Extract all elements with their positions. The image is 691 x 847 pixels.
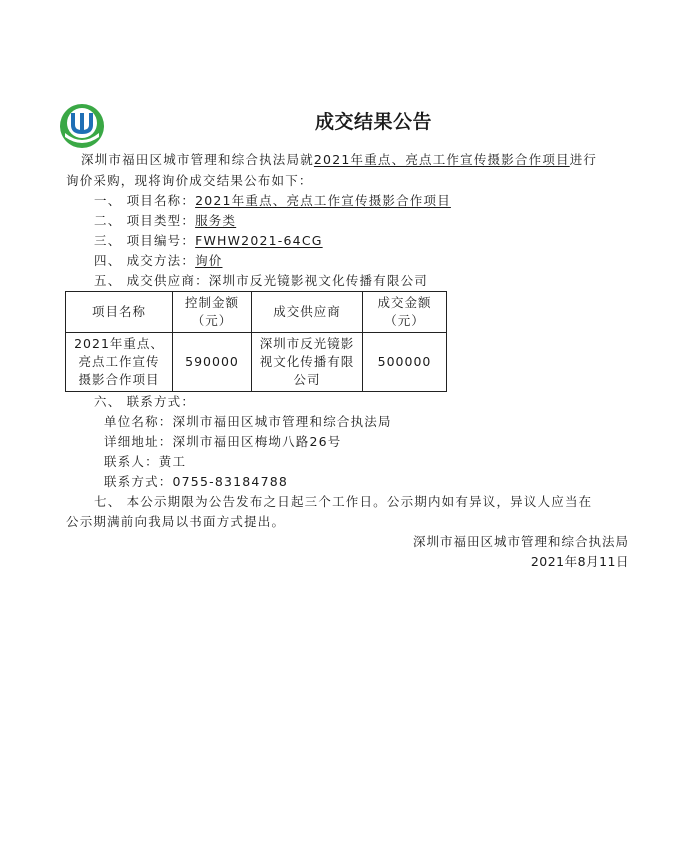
item-value: 深圳市反光镜影视文化传播有限公司 (208, 273, 428, 288)
result-table (65, 291, 447, 392)
header-cell: 成交供应商 (252, 292, 363, 333)
intro-text: 深圳市福田区城市管理和综合执法局就 (81, 152, 314, 167)
notice-line-1: 七、 本公示期限为公告发布之日起三个工作日。公示期内如有异议，异议人应当在 (94, 494, 593, 509)
item-value: 2021年重点、亮点工作宣传摄影合作项目 (195, 193, 451, 208)
contact-person: 联系人：黄工 (104, 454, 187, 469)
item-label: 一、 项目名称： (94, 193, 196, 208)
item-deal-method (94, 252, 222, 270)
header-cell: 项目名称 (66, 292, 173, 333)
signature-date: 2021年8月11日 (530, 554, 629, 569)
header-cell: 成交金额 （元） (363, 292, 447, 333)
item-supplier (94, 272, 428, 290)
intro-project-name: 2021年重点、亮点工作宣传摄影合作项目 (313, 152, 570, 167)
item-label: 五、 成交供应商： (94, 273, 209, 288)
intro-line-1 (81, 151, 597, 169)
contact-unit: 单位名称：深圳市福田区城市管理和综合执法局 (104, 414, 392, 429)
header-cell: 控制金额 （元） (173, 292, 252, 333)
contact-heading: 六、 联系方式： (94, 394, 196, 409)
cell-project-name: 2021年重点、 亮点工作宣传 摄影合作项目 (66, 333, 173, 392)
item-value: 询价 (195, 253, 223, 268)
table-header-row (66, 292, 447, 333)
item-label: 三、 项目编号： (94, 233, 196, 248)
contact-address: 详细地址：深圳市福田区梅坳八路26号 (104, 434, 342, 449)
signature-org: 深圳市福田区城市管理和综合执法局 (412, 534, 629, 549)
contact-phone: 联系方式：0755-83184788 (104, 474, 289, 489)
cell-control-amount: 590000 (173, 333, 252, 392)
item-project-type (94, 212, 236, 230)
cell-deal-amount: 500000 (363, 333, 447, 392)
item-label: 二、 项目类型： (94, 213, 196, 228)
item-label: 四、 成交方法： (94, 253, 196, 268)
intro-line-2: 询价采购，现将询价成交结果公布如下： (66, 173, 313, 188)
item-value: FWHW2021-64CG (195, 233, 323, 248)
item-value: 服务类 (195, 213, 237, 228)
notice-line-2: 公示期满前向我局以书面方式提出。 (66, 514, 286, 529)
intro-text-tail: 进行 (569, 152, 598, 167)
cell-supplier: 深圳市反光镜影 视文化传播有限 公司 (252, 333, 363, 392)
item-project-number (94, 232, 323, 250)
page-title: 成交结果公告 (314, 111, 432, 133)
item-project-name (94, 192, 451, 210)
table-row (66, 333, 447, 392)
